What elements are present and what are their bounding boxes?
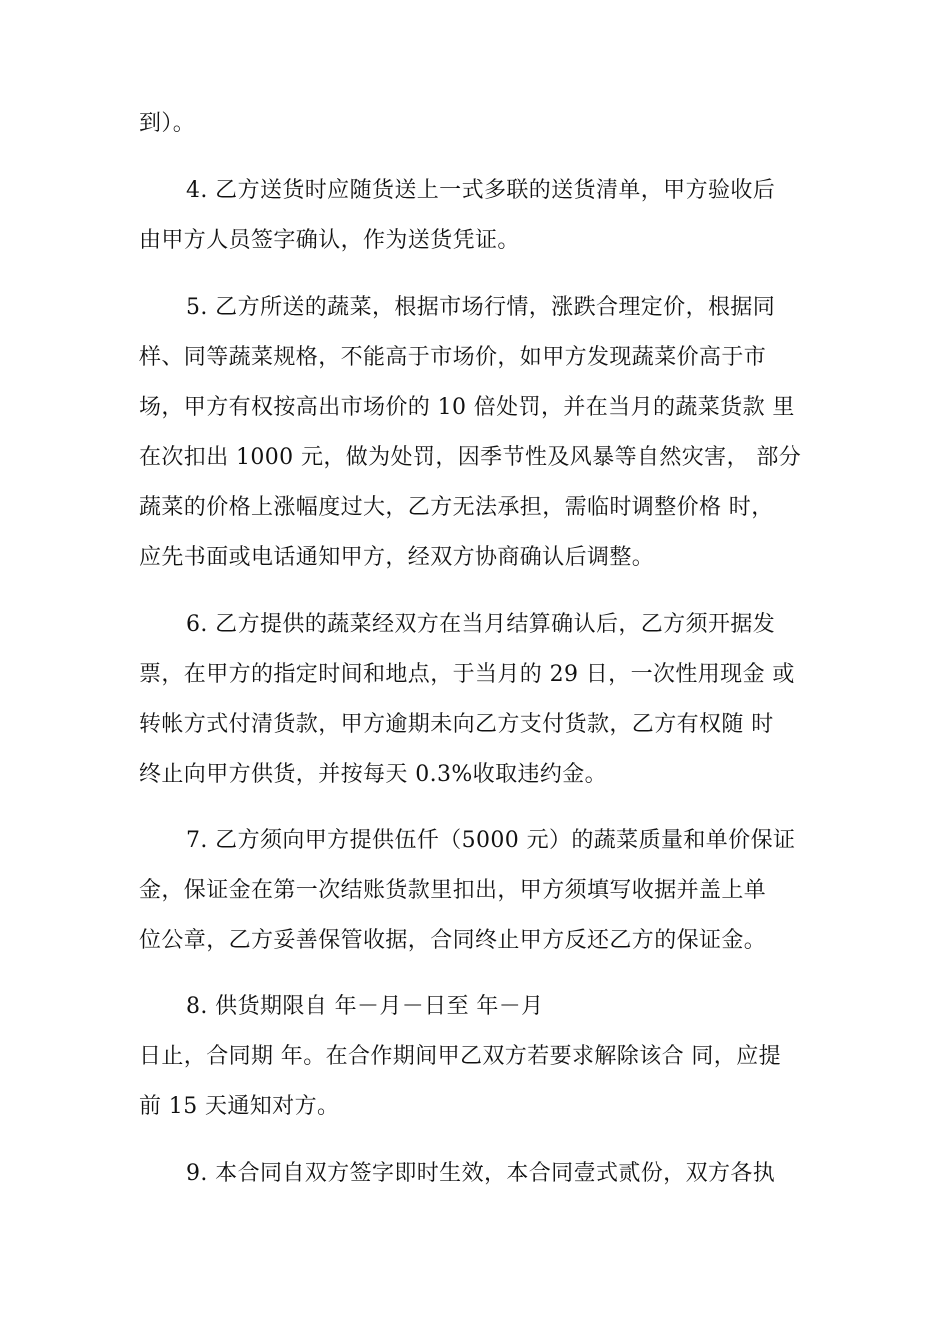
paragraph-4-line-1: 4. 乙方送货时应随货送上一式多联的送货清单，甲方验收后: [186, 178, 776, 203]
text-line: 到）。: [139, 111, 196, 136]
paragraph-6-line-1: 6. 乙方提供的蔬菜经双方在当月结算确认后，乙方须开据发: [186, 612, 776, 637]
paragraph-6-line-2: 票，在甲方的指定时间和地点，于当月的 29 日，一次性用现金 或: [139, 662, 795, 687]
paragraph-8-line-1: 8. 供货期限自 年－月－日至 年－月: [186, 994, 544, 1019]
paragraph-5-line-6: 应先书面或电话通知甲方，经双方协商确认后调整。: [139, 545, 655, 570]
paragraph-6-line-4: 终止向甲方供货，并按每天 0.3%收取违约金。: [139, 762, 608, 787]
paragraph-7-line-3: 位公章，乙方妥善保管收据，合同终止甲方反还乙方的保证金。: [139, 928, 767, 953]
paragraph-8-line-2: 日止，合同期 年。在合作期间甲乙双方若要求解除该合 同，应提: [139, 1044, 781, 1069]
paragraph-5-line-5: 蔬菜的价格上涨幅度过大，乙方无法承担，需临时调整价格 时，: [139, 495, 774, 520]
paragraph-5-line-2: 样、同等蔬菜规格，不能高于市场价，如甲方发现蔬菜价高于市: [139, 345, 767, 370]
paragraph-6-line-3: 转帐方式付清货款，甲方逾期未向乙方支付货款，乙方有权随 时: [139, 712, 774, 737]
paragraph-8-line-3: 前 15 天通知对方。: [139, 1094, 340, 1119]
paragraph-5-line-4: 在次扣出 1000 元，做为处罚，因季节性及风暴等自然灾害， 部分: [139, 445, 802, 470]
paragraph-5-line-3: 场，甲方有权按高出市场价的 10 倍处罚，并在当月的蔬菜货款 里: [139, 395, 795, 420]
paragraph-7-line-2: 金，保证金在第一次结账货款里扣出，甲方须填写收据并盖上单: [139, 878, 767, 903]
paragraph-5-line-1: 5. 乙方所送的蔬菜，根据市场行情，涨跌合理定价，根据同: [186, 295, 776, 320]
paragraph-7-line-1: 7. 乙方须向甲方提供伍仟（5000 元）的蔬菜质量和单价保证: [186, 828, 796, 853]
paragraph-9-line-1: 9. 本合同自双方签字即时生效，本合同壹式贰份，双方各执: [186, 1161, 776, 1186]
paragraph-4-line-2: 由甲方人员签字确认，作为送货凭证。: [139, 228, 520, 253]
